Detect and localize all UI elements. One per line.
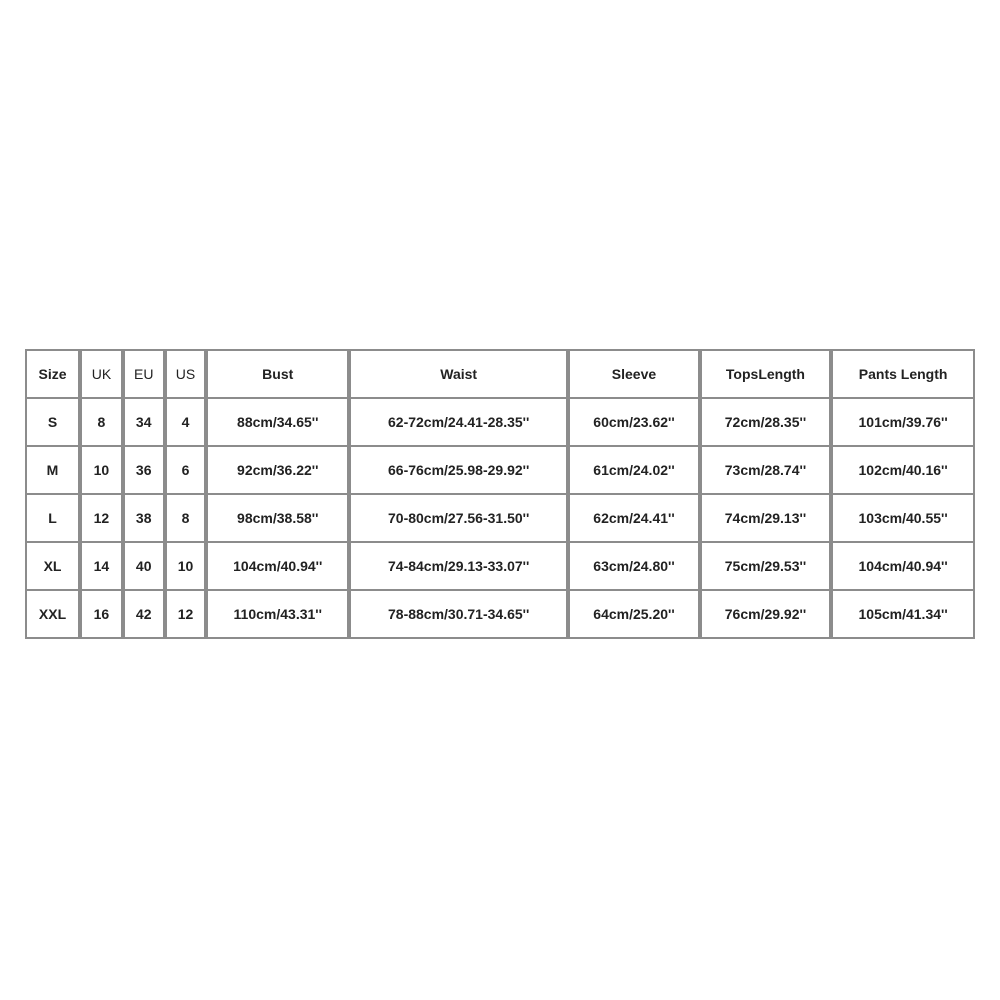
table-row bbox=[25, 589, 975, 639]
cell-eu: 42 bbox=[123, 589, 165, 639]
cell-waist: 74-84cm/29.13-33.07'' bbox=[349, 541, 568, 589]
cell-tops-length: 74cm/29.13'' bbox=[700, 493, 831, 541]
cell-bust: 98cm/38.58'' bbox=[206, 493, 349, 541]
header-row bbox=[25, 349, 975, 397]
cell-sleeve: 63cm/24.80'' bbox=[568, 541, 699, 589]
cell-uk: 10 bbox=[80, 445, 123, 493]
cell-pants-length: 104cm/40.94'' bbox=[831, 541, 975, 589]
cell-pants-length: 103cm/40.55'' bbox=[831, 493, 975, 541]
cell-eu: 36 bbox=[123, 445, 165, 493]
header-waist: Waist bbox=[349, 349, 568, 397]
table-row bbox=[25, 445, 975, 493]
header-us: US bbox=[165, 349, 207, 397]
header-sleeve: Sleeve bbox=[568, 349, 699, 397]
cell-size: S bbox=[25, 397, 80, 445]
cell-pants-length: 102cm/40.16'' bbox=[831, 445, 975, 493]
cell-size: XL bbox=[25, 541, 80, 589]
cell-tops-length: 72cm/28.35'' bbox=[700, 397, 831, 445]
cell-bust: 92cm/36.22'' bbox=[206, 445, 349, 493]
header-pants-length: Pants Length bbox=[831, 349, 975, 397]
table-row bbox=[25, 541, 975, 589]
header-tops-length: TopsLength bbox=[700, 349, 831, 397]
header-size: Size bbox=[25, 349, 80, 397]
cell-sleeve: 61cm/24.02'' bbox=[568, 445, 699, 493]
cell-sleeve: 62cm/24.41'' bbox=[568, 493, 699, 541]
cell-uk: 12 bbox=[80, 493, 123, 541]
cell-waist: 62-72cm/24.41-28.35'' bbox=[349, 397, 568, 445]
cell-tops-length: 73cm/28.74'' bbox=[700, 445, 831, 493]
cell-us: 6 bbox=[165, 445, 207, 493]
size-chart-table bbox=[25, 349, 975, 639]
cell-waist: 78-88cm/30.71-34.65'' bbox=[349, 589, 568, 639]
cell-tops-length: 76cm/29.92'' bbox=[700, 589, 831, 639]
cell-us: 8 bbox=[165, 493, 207, 541]
cell-pants-length: 105cm/41.34'' bbox=[831, 589, 975, 639]
cell-eu: 38 bbox=[123, 493, 165, 541]
cell-us: 10 bbox=[165, 541, 207, 589]
cell-size: M bbox=[25, 445, 80, 493]
cell-bust: 110cm/43.31'' bbox=[206, 589, 349, 639]
cell-sleeve: 60cm/23.62'' bbox=[568, 397, 699, 445]
header-bust: Bust bbox=[206, 349, 349, 397]
cell-eu: 34 bbox=[123, 397, 165, 445]
cell-size: XXL bbox=[25, 589, 80, 639]
table-row bbox=[25, 493, 975, 541]
cell-eu: 40 bbox=[123, 541, 165, 589]
cell-tops-length: 75cm/29.53'' bbox=[700, 541, 831, 589]
cell-waist: 70-80cm/27.56-31.50'' bbox=[349, 493, 568, 541]
cell-uk: 16 bbox=[80, 589, 123, 639]
cell-bust: 104cm/40.94'' bbox=[206, 541, 349, 589]
cell-us: 4 bbox=[165, 397, 207, 445]
cell-bust: 88cm/34.65'' bbox=[206, 397, 349, 445]
header-uk: UK bbox=[80, 349, 123, 397]
header-eu: EU bbox=[123, 349, 165, 397]
cell-uk: 8 bbox=[80, 397, 123, 445]
cell-waist: 66-76cm/25.98-29.92'' bbox=[349, 445, 568, 493]
cell-uk: 14 bbox=[80, 541, 123, 589]
cell-us: 12 bbox=[165, 589, 207, 639]
cell-pants-length: 101cm/39.76'' bbox=[831, 397, 975, 445]
cell-sleeve: 64cm/25.20'' bbox=[568, 589, 699, 639]
table-row bbox=[25, 397, 975, 445]
cell-size: L bbox=[25, 493, 80, 541]
